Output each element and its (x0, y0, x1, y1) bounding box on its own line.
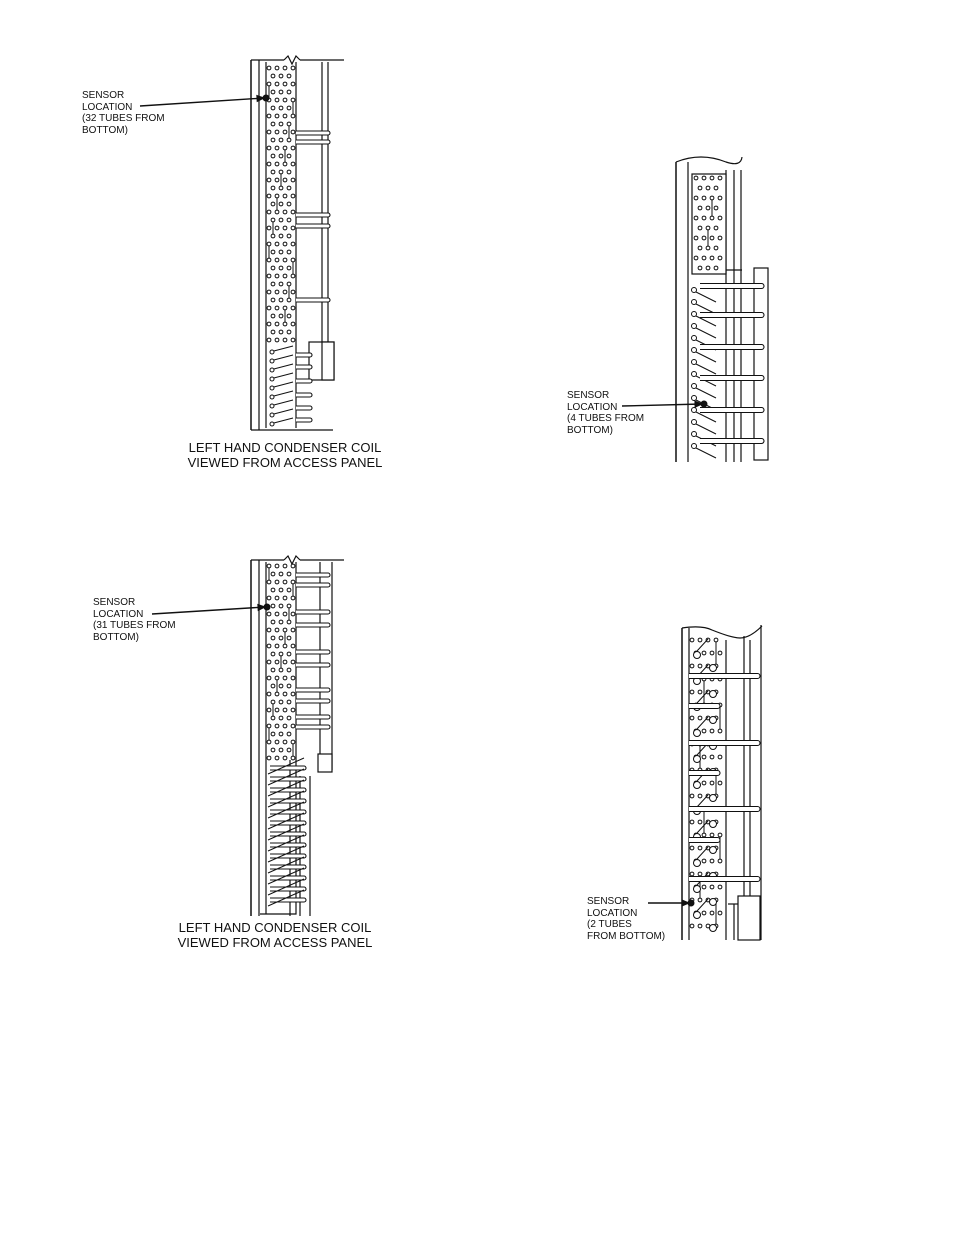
sensor-label-line: BOTTOM) (567, 424, 613, 436)
tube-circle (710, 781, 714, 785)
tube-circle (718, 755, 722, 759)
tube-circle (698, 846, 702, 850)
tube-circle (690, 716, 694, 720)
tube-circle (710, 717, 717, 724)
sensor-label-line: BOTTOM) (82, 124, 128, 136)
sensor-label-line: SENSOR (587, 896, 630, 907)
tube-circle (718, 781, 722, 785)
caption-line: VIEWED FROM ACCESS PANEL (187, 455, 383, 470)
sensor-label-line: SENSOR (93, 597, 136, 608)
tube-circle (690, 638, 694, 642)
tube-circle (698, 872, 702, 876)
tube-circle (698, 924, 702, 928)
sensor-label-line: FROM BOTTOM) (587, 930, 666, 942)
tube-circle (698, 690, 702, 694)
tube-circle (702, 911, 706, 915)
tube-circle (702, 833, 706, 837)
sensor-label-line: BOTTOM) (93, 631, 139, 643)
tube-circle (710, 665, 717, 672)
tube-circle (710, 651, 714, 655)
tube-circle (702, 859, 706, 863)
sensor-label-line: (4 TUBES FROM (567, 413, 645, 424)
return-bend (689, 807, 760, 812)
tube-circle (702, 885, 706, 889)
tube-circle (694, 730, 701, 737)
tube-circle (694, 886, 701, 893)
tube-circle (698, 794, 702, 798)
tube-circle (690, 872, 694, 876)
tube-circle (710, 821, 717, 828)
tube-circle (698, 716, 702, 720)
return-bend (689, 674, 760, 679)
tube-circle (698, 820, 702, 824)
tube-circle (710, 885, 714, 889)
sensor-label-line: LOCATION (587, 907, 638, 919)
tube-circle (694, 652, 701, 659)
tube-circle (710, 833, 714, 837)
sensor-label-line: LOCATION (82, 101, 133, 113)
tube-circle (694, 860, 701, 867)
tube-circle (710, 795, 717, 802)
tube-circle (698, 898, 702, 902)
tube-circle (690, 820, 694, 824)
sensor-label-line: (32 TUBES FROM (82, 113, 165, 124)
return-bend (689, 704, 720, 709)
tube-circle (710, 691, 717, 698)
tube-circle (702, 755, 706, 759)
sensor-label-line: SENSOR (567, 390, 610, 401)
tube-circle (690, 846, 694, 850)
sensor-label-line: LOCATION (93, 608, 144, 620)
tube-circle (718, 859, 722, 863)
tube-circle (698, 664, 702, 668)
tube-circle (702, 651, 706, 655)
tube-circle (694, 756, 701, 763)
tube-circle (718, 729, 722, 733)
tube-circle (690, 924, 694, 928)
tube-circle (710, 755, 714, 759)
sensor-label-line: SENSOR (82, 90, 125, 101)
leader-arrowhead (682, 900, 689, 906)
return-bend (689, 741, 760, 746)
tube-circle (718, 651, 722, 655)
tube-circle (690, 794, 694, 798)
tube-circle (702, 729, 706, 733)
sensor-label-line: (31 TUBES FROM (93, 620, 176, 631)
caption-line: VIEWED FROM ACCESS PANEL (177, 935, 373, 950)
tube-circle (694, 782, 701, 789)
tube-circle (718, 885, 722, 889)
tube-circle (702, 781, 706, 785)
tube-circle (710, 899, 717, 906)
sensor-label-2-tubes (587, 896, 665, 942)
tube-circle (718, 911, 722, 915)
return-bend (689, 771, 720, 776)
tube-circle (698, 638, 702, 642)
tube-circle (710, 847, 717, 854)
tube-circle (690, 690, 694, 694)
return-bend (689, 838, 720, 843)
caption-line: LEFT HAND CONDENSER COIL (188, 440, 382, 455)
tube-circle (694, 912, 701, 919)
caption-line: LEFT HAND CONDENSER COIL (178, 920, 372, 935)
sensor-label-line: LOCATION (567, 401, 618, 413)
tube-circle (714, 638, 718, 642)
sensor-label-line: (2 TUBES (587, 919, 632, 930)
lower-channel (738, 896, 760, 940)
tube-circle (710, 859, 714, 863)
return-bend (689, 877, 760, 882)
tube-circle (710, 911, 714, 915)
tube-circle (710, 729, 714, 733)
tube-circle (718, 833, 722, 837)
tube-circle (690, 664, 694, 668)
outline-path (682, 626, 762, 638)
tube-circle (710, 925, 717, 932)
